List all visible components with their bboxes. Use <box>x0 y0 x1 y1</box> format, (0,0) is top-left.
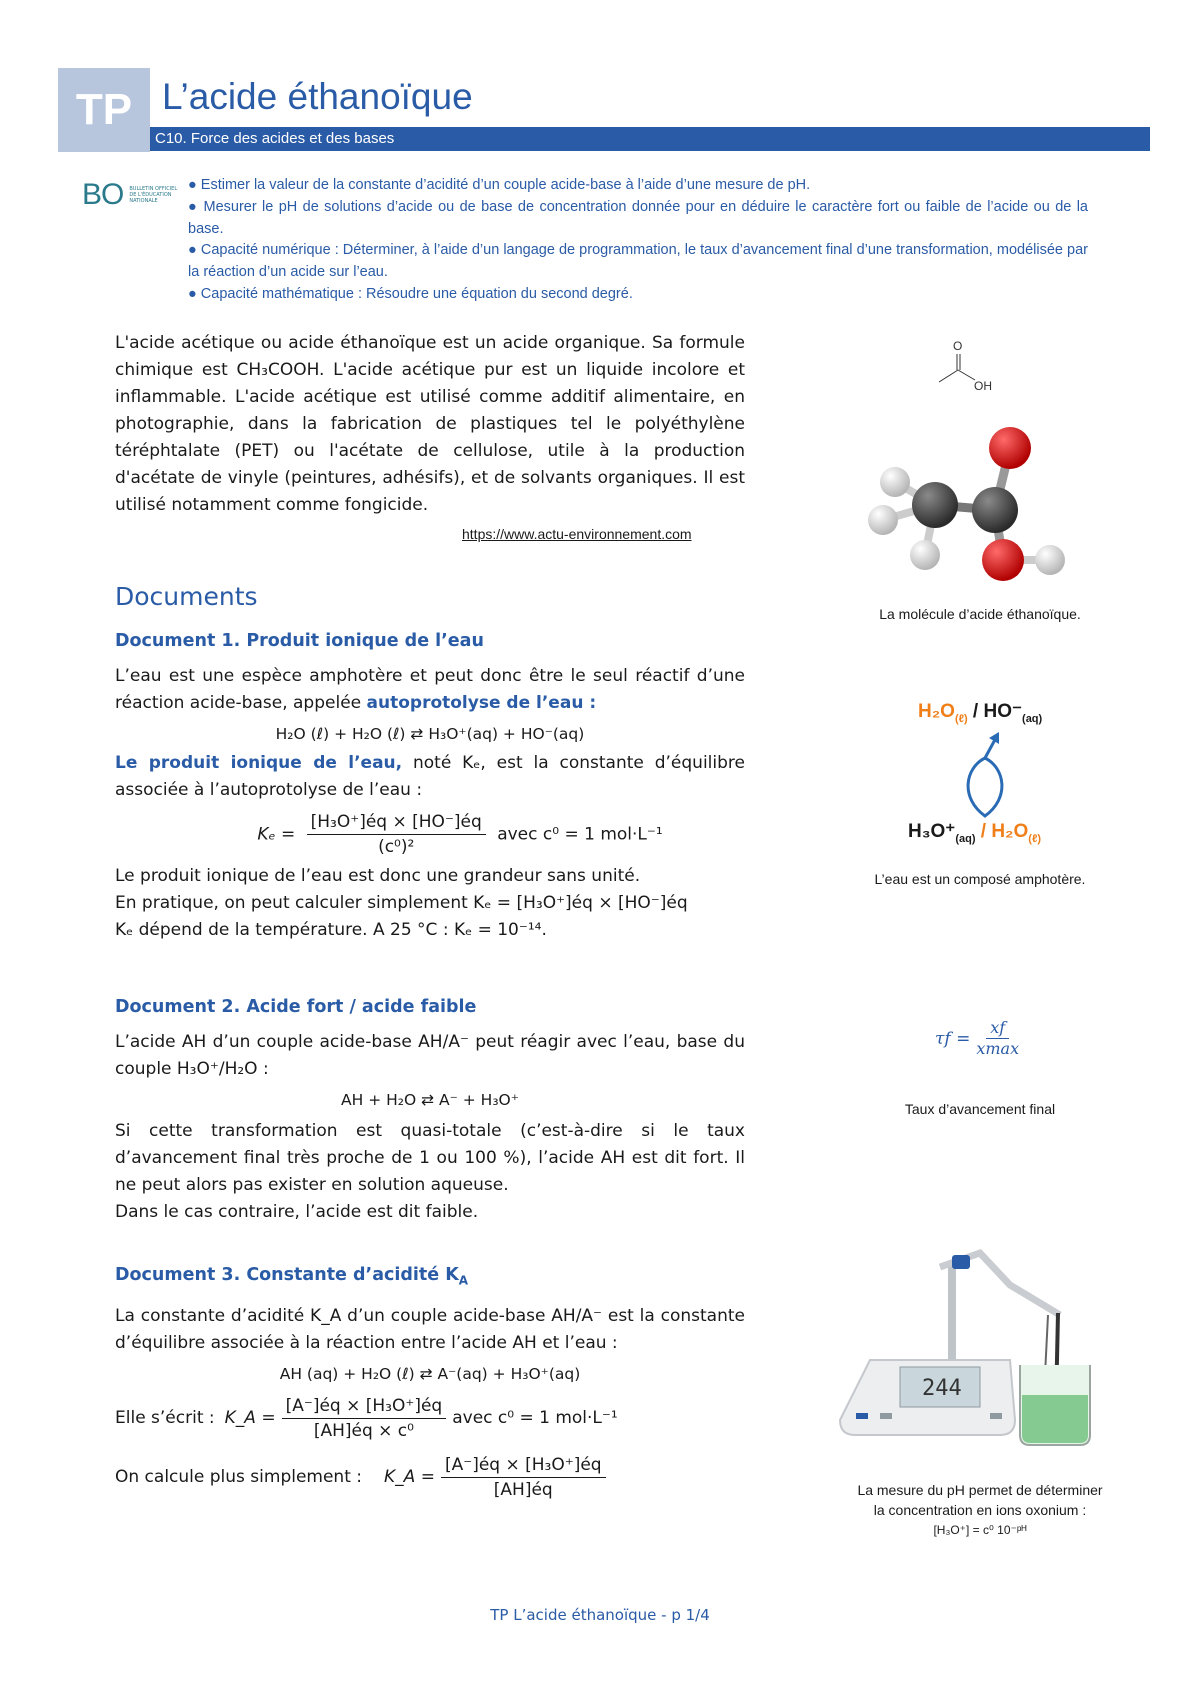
water-label-2: / H₂O <box>975 821 1029 842</box>
bo-objectives <box>188 175 1088 306</box>
bo-logo-text: BULLETIN OFFICIEL DE L'ÉDUCATION NATIONALE <box>129 186 178 204</box>
ka-formula-2-lead: On calcule plus simplement : <box>115 1466 363 1487</box>
ka-formula-2-lhs: K_A = <box>384 1466 435 1487</box>
document-2-p3: Dans le cas contraire, l’acide est dit faible. <box>115 1202 479 1222</box>
ka-fraction-2 <box>441 1453 606 1502</box>
taux-formula <box>935 1018 1025 1059</box>
ke-definition <box>115 750 745 804</box>
ph-caption-line-1: La mesure du pH permet de déterminer <box>857 1482 1103 1498</box>
chapter-subtitle: C10. Force des acides et des bases <box>150 127 1150 151</box>
ka-condition: avec c⁰ = 1 mol·L⁻¹ <box>452 1407 618 1428</box>
ka-formula-1 <box>115 1394 745 1443</box>
ka-formula-2 <box>115 1453 745 1502</box>
hydroxide-label: / HO⁻ <box>967 701 1023 722</box>
skeletal-oh-label: OH <box>974 379 992 393</box>
ka-denominator-1: [AH]éq × c⁰ <box>313 1420 414 1441</box>
ka-numerator-2: [A⁻]éq × [H₃O⁺]éq <box>441 1453 606 1478</box>
ph-caption-line-2: la concentration en ions oxonium : <box>873 1502 1087 1518</box>
couple-oxonium-water <box>908 820 1041 845</box>
document-3 <box>115 1262 745 1502</box>
page-footer: TP L’acide éthanoïque - p 1/4 <box>490 1606 710 1624</box>
autoprotolyse-equation: H₂O (ℓ) + H₂O (ℓ) ⇄ H₃O⁺(aq) + HO⁻(aq) <box>275 725 585 743</box>
ionic-product-term: Le produit ionique de l’eau, <box>115 753 403 773</box>
document-3-title-sub: A <box>458 1273 469 1288</box>
bo-item: ● Mesurer le pH de solutions d’acide ou de base de concentration donnée pour en déduire le caractère fort ou faible de l’acide ou de la base. <box>188 198 1088 237</box>
source-link[interactable]: https://www.actu-environnement.com <box>462 526 692 542</box>
ke-fraction <box>307 810 486 859</box>
ke-lhs: Kₑ = <box>257 824 296 845</box>
taux-fraction <box>976 1018 1019 1059</box>
oxonium-label: H₃O⁺ <box>908 821 956 842</box>
ke-formula <box>115 810 745 859</box>
bo-logo <box>82 178 181 212</box>
ka-formula-1-lhs: K_A = <box>224 1407 276 1428</box>
skeletal-formula <box>935 338 1015 398</box>
ka-equation: AH (aq) + H₂O (ℓ) ⇄ A⁻(aq) + H₃O⁺(aq) <box>279 1364 581 1383</box>
document-1-intro-text: L’eau est une espèce amphotère et peut donc être le seul réactif d’une réaction acide-base, appelée <box>115 666 745 713</box>
document-1 <box>115 628 745 944</box>
ke-note-2: En pratique, on peut calculer simplement Kₑ = [H₃O⁺]éq × [HO⁻]éq <box>115 893 688 913</box>
intro-paragraph: L'acide acétique ou acide éthanoïque est un acide organique. Sa formule chimique est CH₃COOH. L'acide acétique pur est un liquide incolore et inflammable. L'acide acétique est utilisé comme additif alimentaire, en photographie, dans la fabrication de plastiques tel le polyéthylène téréphtalate (PET) ou l'acétate de cellulose, utile à la production d'acétate de vinyle (peintures, adhésifs), et de solvants organiques. Il est utilisé notamment comme fongicide. <box>115 333 745 515</box>
document-2-p2: Si cette transformation est quasi-totale (c’est-à-dire si le taux d’avancement final très proche de 1 ou 100 %), l’acide AH est dit fort. Il ne peut alors pas exister en solution aqueuse. <box>115 1121 745 1195</box>
amphoteric-caption: L’eau est un composé amphotère. <box>874 871 1086 887</box>
ke-denominator: (c⁰)² <box>378 837 415 857</box>
document-3-title-text: Document 3. Constante d’acidité K <box>115 1265 459 1285</box>
acid-water-equation: AH + H₂O ⇄ A⁻ + H₃O⁺ <box>341 1091 519 1109</box>
document-2 <box>115 994 745 1226</box>
ke-numerator: [H₃O⁺]éq × [HO⁻]éq <box>307 810 486 835</box>
ph-meter-image <box>830 1245 1120 1475</box>
tp-badge: TP <box>58 68 150 152</box>
ka-fraction-1 <box>282 1394 447 1443</box>
bo-item: ● Estimer la valeur de la constante d’acidité d’un couple acide-base à l’aide d’une mesure de pH. <box>188 177 811 193</box>
water-state: (ℓ) <box>954 712 968 725</box>
skeletal-o-label: O <box>953 339 963 353</box>
molecule-caption: La molécule d’acide éthanoïque. <box>879 606 1081 622</box>
ke-condition: avec c⁰ = 1 mol·L⁻¹ <box>497 824 663 845</box>
bo-item: ● Capacité mathématique : Résoudre une équation du second degré. <box>188 285 633 302</box>
molecule-3d-model <box>855 420 1095 600</box>
document-2-title: Document 2. Acide fort / acide faible <box>115 997 477 1017</box>
ka-numerator-1: [A⁻]éq × [H₃O⁺]éq <box>282 1394 447 1419</box>
ke-note-3: Kₑ dépend de la température. A 25 °C : Kₑ = 10⁻¹⁴. <box>115 920 547 940</box>
ph-display-value: 244 <box>922 1376 962 1401</box>
water-state-2: (ℓ) <box>1028 832 1041 845</box>
bo-logo-letters: BO <box>82 178 124 211</box>
hydroxide-state: (aq) <box>1022 712 1043 725</box>
document-1-intro <box>115 663 745 717</box>
taux-numerator: xf <box>986 1018 1009 1039</box>
document-2-p1: L’acide AH d’un couple acide-base AH/A⁻ peut réagir avec l’eau, base du couple H₃O⁺/H₂O : <box>115 1032 745 1079</box>
page-title: L’acide éthanoïque <box>162 76 473 117</box>
document-3-p1: La constante d’acidité K_A d’un couple acide-base AH/A⁻ est la constante d’équilibre associée à la réaction entre l’acide AH et l’eau : <box>115 1305 745 1353</box>
ph-caption-line-3: [H₃O⁺] = c⁰ 10⁻ᵖᴴ <box>933 1523 1027 1537</box>
bo-item: ● Capacité numérique : Déterminer, à l’aide d’un langage de programmation, le taux d’avancement final d’une transformation, modélisée par la réaction d’un acide sur l’eau. <box>188 242 1088 281</box>
ka-formula-1-lead: Elle s’écrit : <box>115 1407 215 1428</box>
documents-heading: Documents <box>115 582 258 611</box>
taux-lhs: τf = <box>935 1028 971 1049</box>
ke-definition-text: noté Kₑ, est la constante d’équilibre associée à l’autoprotolyse de l’eau : <box>115 753 745 800</box>
ke-note-1: Le produit ionique de l’eau est donc une grandeur sans unité. <box>115 866 641 886</box>
water-label: H₂O <box>918 701 955 722</box>
oxonium-state: (aq) <box>955 832 976 845</box>
ka-denominator-2: [AH]éq <box>493 1479 553 1500</box>
taux-caption: Taux d’avancement final <box>904 1101 1056 1117</box>
ph-caption <box>830 1480 1130 1540</box>
document-3-title <box>115 1262 745 1295</box>
autoprotolyse-term: autoprotolyse de l’eau : <box>366 693 597 713</box>
taux-denominator: xmax <box>976 1039 1020 1058</box>
loop-arrow-icon <box>955 728 1015 820</box>
document-1-title: Document 1. Produit ionique de l’eau <box>115 631 484 651</box>
couple-water-hydroxide <box>918 700 1042 725</box>
